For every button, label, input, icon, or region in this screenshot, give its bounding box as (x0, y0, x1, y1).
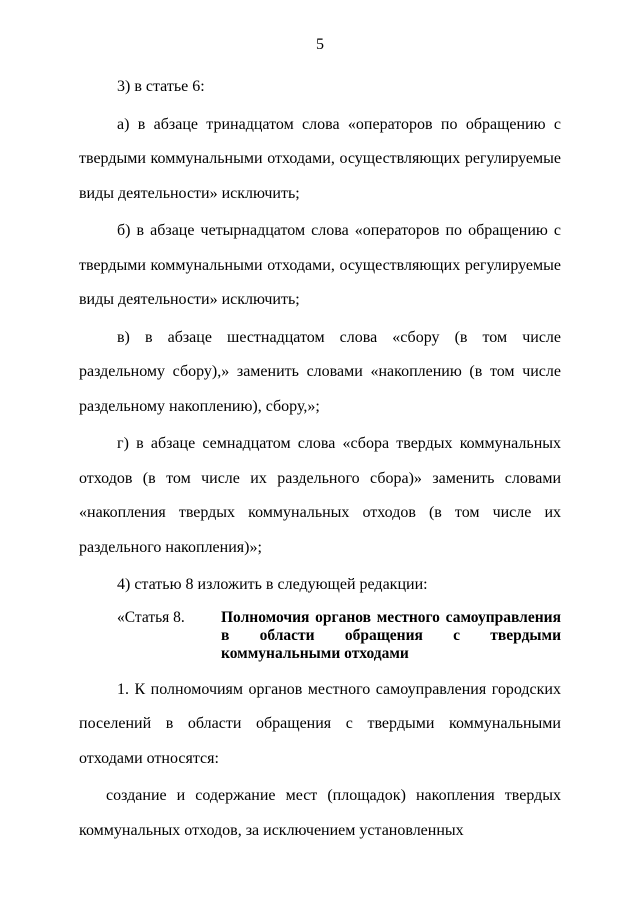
article-heading (79, 609, 561, 663)
paragraph-article8-intro: 4) статью 8 изложить в следующей редакции: (117, 576, 428, 593)
paragraph-item-b: б) в абзаце четырнадцатом слова «операторов по обращению с твердыми коммунальными отходами, осуществляющих регулируемые виды деятельности» исключить; (79, 222, 561, 308)
paragraph-clause-1-item: создание и содержание мест (площадок) накопления твердых коммунальных отходов, за исключением установленных (79, 787, 561, 839)
paragraph-article6-intro: 3) в статье 6: (117, 78, 205, 95)
paragraph-item-v: в) в абзаце шестнадцатом слова «сбору (в том числе раздельному сбору),» заменить словами «накоплению (в том числе раздельному накоплению), сбору,»; (79, 328, 561, 415)
document-body (79, 70, 561, 848)
paragraph-item-g: г) в абзаце семнадцатом слова «сбора твердых коммунальных отходов (в том числе их раздельного сбора)» заменить словами «накопления твердых коммунальных отходов (в том числе их раздельного накопления)»; (79, 435, 561, 556)
paragraph-clause-1: 1. К полномочиям органов местного самоуправления городских поселений в области обращения с твердыми коммунальными отходами относятся: (79, 680, 561, 767)
article-title: Полномочия органов местного самоуправления в области обращения с твердыми коммунальными отходами (221, 608, 561, 662)
article-label: «Статья 8. (117, 608, 185, 626)
page-number: 5 (316, 36, 324, 53)
paragraph-item-a: а) в абзаце тринадцатом слова «операторов по обращению с твердыми коммунальными отходами, осуществляющих регулируемые виды деятельности» исключить; (79, 115, 561, 202)
